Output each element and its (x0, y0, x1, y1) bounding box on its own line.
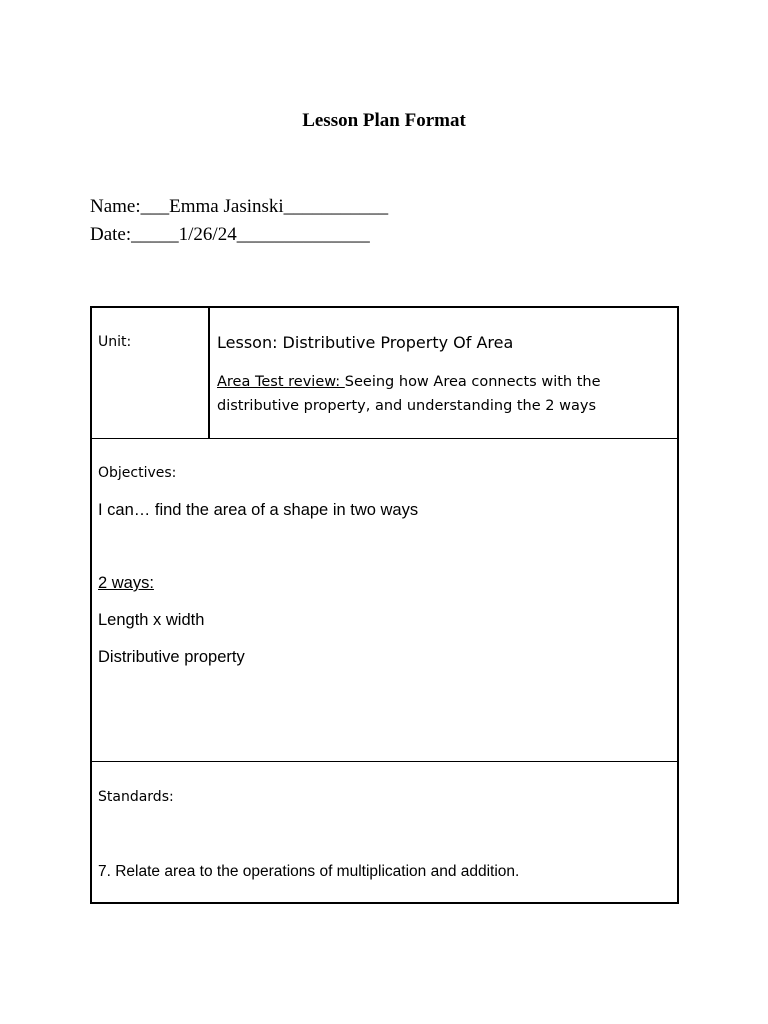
lesson-title: Lesson: Distributive Property Of Area (217, 333, 514, 352)
standards-label: Standards: (98, 789, 174, 805)
document-title: Lesson Plan Format (302, 110, 466, 131)
objectives-row (92, 439, 677, 762)
lesson-plan-table (90, 306, 679, 904)
review-text: Seeing how Area connects with the distributive property, and understanding the 2 ways (217, 374, 601, 414)
standards-row (92, 762, 677, 902)
lesson-cell (210, 308, 677, 439)
standard-item: 7. Relate area to the operations of multiplication and addition. (98, 863, 520, 880)
objectives-label: Objectives: (98, 465, 177, 481)
unit-label: Unit: (98, 334, 132, 350)
way-item: Length x width (98, 611, 205, 629)
unit-cell (92, 308, 210, 439)
name-line: Name:___Emma Jasinski___________ (90, 196, 389, 217)
way-item: Distributive property (98, 648, 245, 666)
ways-heading: 2 ways: (98, 574, 154, 592)
unit-lesson-row (92, 308, 677, 439)
date-line: Date:_____1/26/24______________ (90, 224, 370, 245)
review-label: Area Test review: (217, 374, 345, 390)
lesson-review (217, 370, 667, 418)
objective-statement: I can… find the area of a shape in two ways (98, 501, 419, 519)
